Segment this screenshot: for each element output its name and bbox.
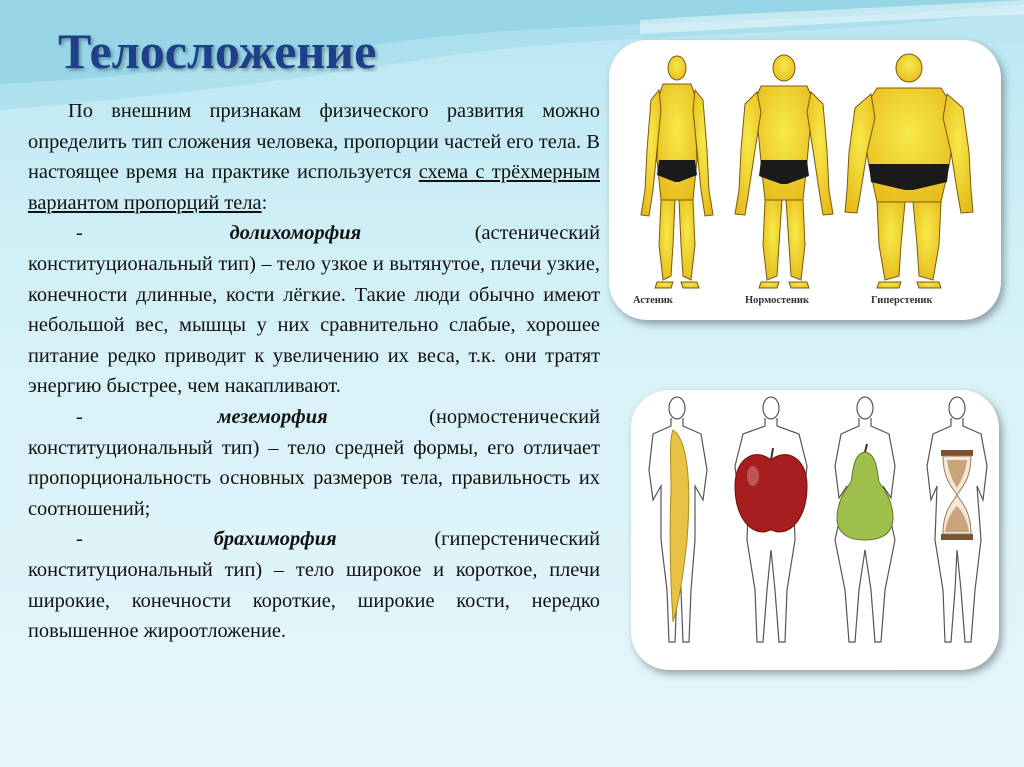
pear-icon [837,444,893,540]
female-outlines [649,397,987,642]
type-kind: (астенический [474,222,600,245]
banana-icon [670,430,689,622]
label-asthenic: Астеник [633,295,673,306]
type-heading-3 [28,524,600,555]
type-heading-1 [28,218,600,249]
type-description-3: конституциональный тип) – тело широкое и короткое, плечи широкие, конечности короткие, широкие кости, нередко повышенное жироотложение. [28,558,600,643]
term-dolichomorphy: долихоморфия [229,222,362,245]
term-brachymorphy: брахиморфия [213,528,337,551]
apple-icon [735,448,807,532]
type-description-2: конституциональный тип) – тело средней формы, его отличает пропорциональность основных размеров тела, правильность их соотношений; [28,436,600,520]
term-mesomorphy: меземорфия [217,405,328,428]
type-kind: (гиперстенический [434,528,600,551]
intro-underlined: схема с трёхмерным вариантом пропорций тела [28,161,600,214]
list-dash: - [76,222,83,245]
type-description-1: конституциональный тип) – тело узкое и вытянутое, плечи узкие, конечности длинные, кости лёгкие. Такие люди обычно имеют небольшой вес, мышцы у них сравнительно слабые, хорошее питание редко приводит к увеличению их веса, т.к. они тратят энергию быстрее, чем накапливают. [28,252,600,398]
intro-text: По внешним признакам физического развития можно определить тип сложения человека, пропорции частей его тела. В настоящее время на практике используется [28,100,600,184]
male-figures-illustration [609,40,1001,320]
label-normosthenic: Нормостеник [745,295,809,306]
list-dash: - [76,528,83,551]
female-body-shapes-image [631,390,999,670]
body-text [28,96,600,647]
type-kind: (нормостенический [429,405,600,428]
hourglass-icon [941,450,973,540]
male-body-types-image [609,40,1001,320]
type-heading-2 [28,402,600,433]
label-hypersthenic: Гиперстеник [871,295,933,306]
list-dash: - [76,405,83,428]
intro-colon: : [261,191,268,214]
female-figures-illustration [631,390,999,670]
intro-paragraph [28,96,600,218]
page-title: Телосложение [58,23,377,79]
